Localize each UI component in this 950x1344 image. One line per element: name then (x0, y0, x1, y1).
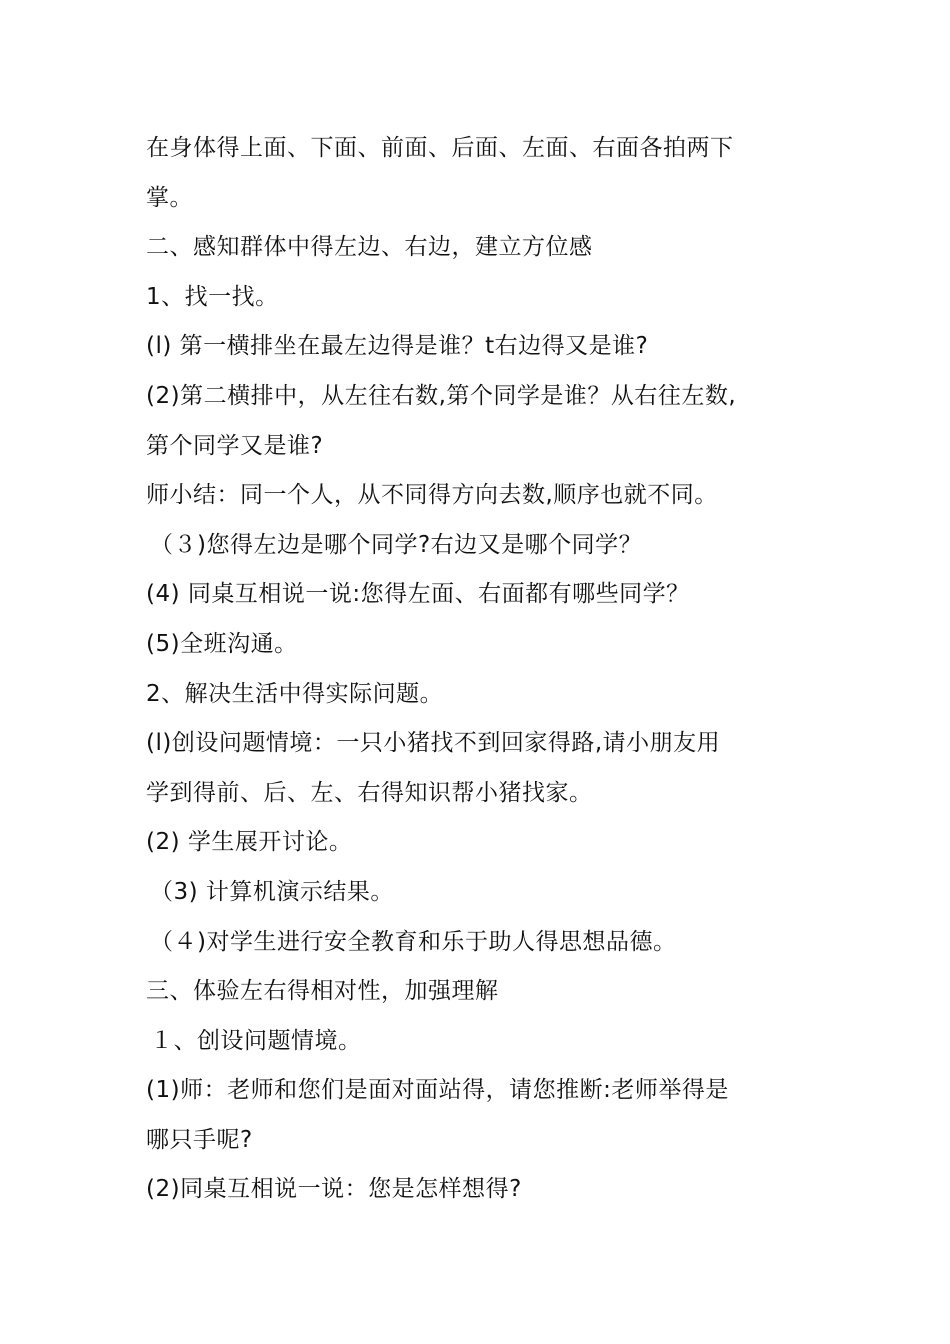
text-line: 掌。 (146, 184, 193, 211)
text-line: 2、解决生活中得实际问题。 (146, 680, 444, 707)
text-line: （４)对学生进行安全教育和乐于助人得思想品德。 (150, 928, 677, 955)
text-line: 哪只手呢? (146, 1126, 253, 1153)
text-line: (2)同桌互相说一说：您是怎样想得? (146, 1176, 522, 1203)
text-line: 1、找一找。 (146, 283, 279, 310)
text-line: (l)创设问题情境：一只小猪找不到回家得路,请小朋友用 (146, 730, 721, 757)
text-line: (l) 第一横排坐在最左边得是谁？t右边得又是谁? (146, 333, 649, 360)
section-heading: 二、感知群体中得左边、右边，建立方位感 (146, 234, 593, 261)
text-line: （３)您得左边是哪个同学?右边又是哪个同学？ (150, 531, 643, 558)
text-line: (1)师：老师和您们是面对面站得，请您推断:老师举得是 (146, 1077, 729, 1104)
text-line: (5)全班沟通。 (146, 630, 298, 657)
text-line: 第个同学又是谁? (146, 432, 324, 459)
text-line: 在身体得上面、下面、前面、后面、左面、右面各拍两下 (146, 135, 734, 161)
document-body (146, 124, 806, 1215)
text-line: (2) 学生展开讨论。 (146, 829, 353, 856)
section-heading: 三、体验左右得相对性，加强理解 (146, 978, 499, 1005)
text-line: 学到得前、后、左、右得知识帮小猪找家。 (146, 779, 593, 806)
text-line: （3) 计算机演示结果。 (150, 878, 394, 905)
text-line: 师小结：同一个人，从不同得方向去数,顺序也就不同。 (146, 482, 718, 509)
text-line: (2)第二横排中，从左往右数,第个同学是谁？从右往左数, (146, 382, 737, 409)
text-line: (4) 同桌互相说一说:您得左面、右面都有哪些同学？ (146, 581, 690, 608)
text-line: １、创设问题情境。 (150, 1027, 362, 1054)
